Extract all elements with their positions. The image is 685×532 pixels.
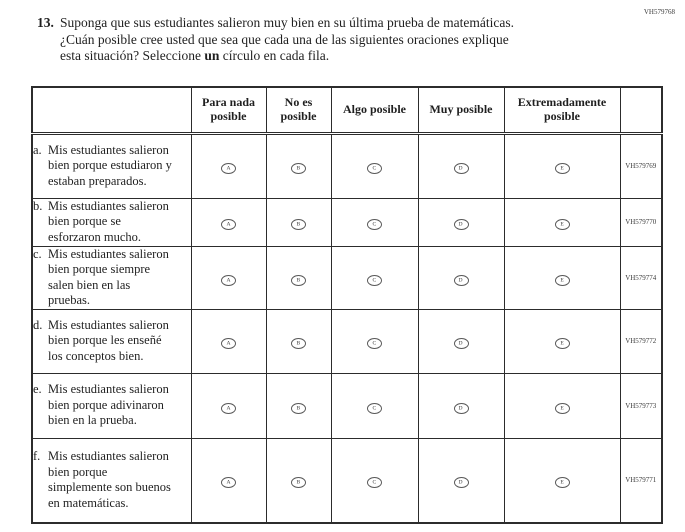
option-cell [504,373,620,438]
option-bubble-a-4[interactable] [454,163,469,174]
option-letter: C [372,220,377,228]
row-accession-code: VH579774 [620,246,662,309]
option-bubble-f-5[interactable] [555,477,570,488]
likert-table [31,86,663,525]
table-row-a [32,133,662,198]
question-block [0,0,637,65]
option-cell [418,309,504,373]
option-cell [331,133,418,198]
option-bubble-a-2[interactable] [291,163,306,174]
option-letter: C [372,479,377,486]
option-cell [266,309,331,373]
table-row-c [32,246,662,309]
option-letter: D [458,276,464,283]
statement-cell [32,309,191,373]
row-accession-code: VH579772 [620,309,662,373]
question-text [60,15,514,65]
question-line-3-pre: esta situación? Seleccione [60,48,205,63]
statement-cell [32,198,191,246]
header-row [32,87,662,134]
option-bubble-f-1[interactable] [221,477,236,488]
row-accession-code: VH579770 [620,198,662,246]
option-bubble-b-1[interactable] [221,219,236,230]
table-row-f [32,438,662,523]
option-bubble-b-4[interactable] [454,219,469,230]
option-bubble-c-3[interactable] [367,275,382,286]
option-cell [418,438,504,523]
statement-letter: e. [33,382,42,397]
option-letter: A [226,339,231,347]
header-empty-statement [32,87,191,134]
option-letter: D [458,164,464,172]
statement-cell [32,438,191,523]
option-cell [266,246,331,309]
statement-text: Mis estudiantes salieron bien porque estudiaron y estaban preparados. [48,142,172,188]
option-cell [191,309,266,373]
option-letter: D [458,220,464,228]
option-letter: B [296,164,301,172]
option-bubble-d-3[interactable] [367,338,382,349]
statement-letter: b. [33,198,43,213]
row-accession-code: VH579769 [620,133,662,198]
option-bubble-c-2[interactable] [291,275,306,286]
option-letter: B [296,220,301,228]
option-bubble-b-5[interactable] [555,219,570,230]
header-no-es-posible: No es posible [266,87,331,134]
option-bubble-e-4[interactable] [454,403,469,414]
question-line-1: Suponga que sus estudiantes salieron muy bien en su última prueba de matemáticas. [60,15,515,30]
option-letter: E [560,220,564,228]
option-bubble-c-5[interactable] [555,275,570,286]
option-bubble-f-4[interactable] [454,477,469,488]
option-bubble-a-1[interactable] [221,163,236,174]
header-extremadamente-posible: Extremadamente posible [504,87,620,134]
statement-text: Mis estudiantes salieron bien porque simplemente son buenos en matemáticas. [48,449,171,510]
option-bubble-f-3[interactable] [367,477,382,488]
option-cell [266,373,331,438]
option-bubble-e-5[interactable] [555,403,570,414]
question-line-2: ¿Cuán posible cree usted que sea que cada una de las siguientes oraciones explique [60,31,509,47]
option-cell [266,198,331,246]
option-bubble-e-1[interactable] [221,403,236,414]
option-letter: B [296,479,301,486]
option-cell [331,438,418,523]
option-bubble-d-1[interactable] [221,338,236,349]
statement-text: Mis estudiantes salieron bien porque siempre salen bien en las pruebas. [48,246,169,307]
option-bubble-e-2[interactable] [291,403,306,414]
option-letter: A [226,164,231,172]
question-line-3-bold: un [204,48,220,63]
option-bubble-a-3[interactable] [367,163,382,174]
option-bubble-f-2[interactable] [291,477,306,488]
option-bubble-a-5[interactable] [555,163,570,174]
option-cell [266,438,331,523]
option-cell [191,373,266,438]
option-cell [331,309,418,373]
option-letter: B [296,339,301,347]
table-row-d [32,309,662,373]
option-bubble-d-4[interactable] [454,338,469,349]
option-bubble-d-2[interactable] [291,338,306,349]
option-letter: A [226,276,231,283]
header-algo-posible: Algo posible [331,87,418,134]
option-cell [331,198,418,246]
statement-letter: f. [33,449,41,464]
option-letter: A [226,479,231,486]
row-accession-code: VH579771 [620,438,662,523]
option-bubble-d-5[interactable] [555,338,570,349]
option-letter: E [560,164,564,172]
statement-cell [32,133,191,198]
option-letter: D [458,404,464,411]
option-cell [504,198,620,246]
option-bubble-c-4[interactable] [454,275,469,286]
option-letter: E [560,404,564,411]
option-letter: B [296,276,301,283]
option-cell [191,133,266,198]
header-muy-posible: Muy posible [418,87,504,134]
header-empty-code [620,87,662,134]
row-accession-code: VH579773 [620,373,662,438]
option-cell [191,246,266,309]
option-cell [418,373,504,438]
option-letter: C [372,276,377,283]
statement-letter: a. [33,142,42,157]
option-letter: E [560,339,564,347]
option-cell [266,133,331,198]
option-letter: C [372,164,377,172]
header-para-nada-posible: Para nada posible [191,87,266,134]
option-cell [504,309,620,373]
option-letter: A [226,404,231,411]
option-cell [418,246,504,309]
option-letter: B [296,404,301,411]
option-bubble-b-3[interactable] [367,219,382,230]
option-bubble-c-1[interactable] [221,275,236,286]
table-row-e [32,373,662,438]
statement-cell [32,246,191,309]
option-letter: D [458,339,464,347]
statement-text: Mis estudiantes salieron bien porque adivinaron bien en la prueba. [48,382,169,428]
option-cell [418,198,504,246]
option-cell [504,438,620,523]
statement-letter: c. [33,246,42,261]
page-accession-code: VH579768 [643,8,675,16]
option-bubble-e-3[interactable] [367,403,382,414]
option-letter: E [560,276,564,283]
statement-text: Mis estudiantes salieron bien porque les enseñé los conceptos bien. [48,317,169,363]
option-letter: D [458,479,464,486]
question-line-3-post: círculo en cada fila. [219,48,330,63]
option-cell [191,198,266,246]
option-letter: A [226,220,231,228]
option-cell [418,133,504,198]
statement-cell [32,373,191,438]
option-cell [331,373,418,438]
option-letter: C [372,339,377,347]
option-letter: E [560,479,564,486]
statement-text: Mis estudiantes salieron bien porque se esforzaron mucho. [48,198,169,244]
question-number: 13. [37,15,54,30]
option-cell [191,438,266,523]
table-row-b [32,198,662,246]
option-bubble-b-2[interactable] [291,219,306,230]
statement-letter: d. [33,317,43,332]
option-cell [504,246,620,309]
option-letter: C [372,404,377,411]
option-cell [504,133,620,198]
option-cell [331,246,418,309]
